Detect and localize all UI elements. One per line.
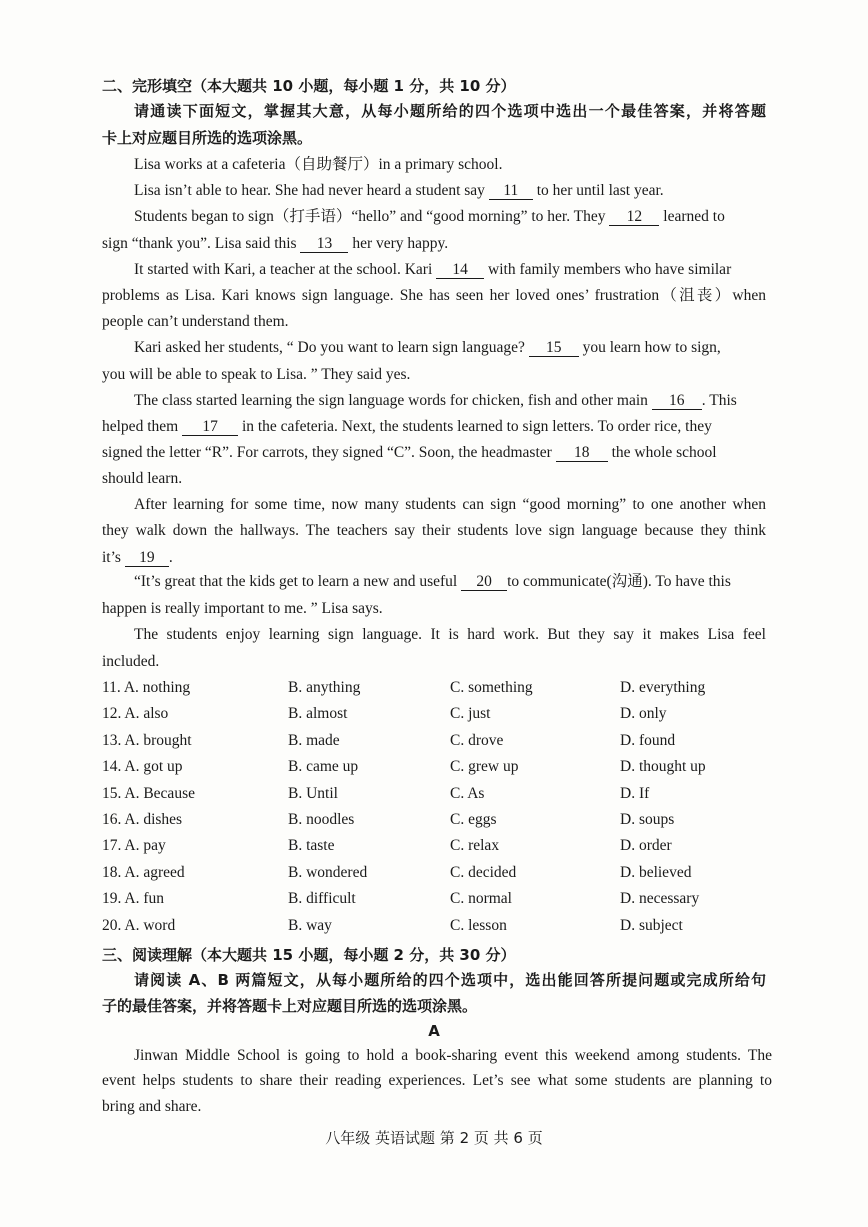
option-c: C. normal <box>450 890 512 907</box>
passage-a-label: A <box>428 1022 440 1040</box>
text-segment: . <box>168 549 173 566</box>
text-segment: learned to <box>663 208 725 225</box>
option-d: D. thought up <box>620 758 706 775</box>
option-a: 16. A. dishes <box>102 811 183 828</box>
passage-line <box>134 391 737 411</box>
blank-13: 13 <box>300 235 348 253</box>
option-a: 14. A. got up <box>102 758 183 775</box>
passage-line: they walk down the hallways. The teachers say their students love sign language because they think <box>102 522 766 539</box>
option-d: D. order <box>620 837 672 854</box>
option-b: B. difficult <box>288 890 356 907</box>
option-c: C. grew up <box>450 758 519 775</box>
passage-line: people can’t understand them. <box>102 313 289 330</box>
option-a: 18. A. agreed <box>102 864 185 881</box>
text-segment: to communicate(沟通). To have this <box>507 573 731 590</box>
passage-line <box>134 207 725 227</box>
option-a: 17. A. pay <box>102 837 166 854</box>
text-segment: . This <box>701 392 737 409</box>
option-c: C. something <box>450 679 533 696</box>
option-b: B. noodles <box>288 811 355 828</box>
text-segment: it’s <box>102 549 121 566</box>
blank-19: 19 <box>125 549 169 567</box>
passage-line <box>134 260 731 280</box>
text-segment: with family members who have similar <box>488 261 732 278</box>
blank-11: 11 <box>489 182 533 200</box>
option-c: C. drove <box>450 732 504 749</box>
text-segment: “It’s great that the kids get to learn a new and useful <box>134 573 458 590</box>
section2-instruction-line1: 请通读下面短文，掌握其大意，从每小题所给的四个选项中选出一个最佳答案，并将答题 <box>134 102 766 120</box>
section3-instruction-line2: 子的最佳答案，并将答题卡上对应题目所选的选项涂黑。 <box>102 997 478 1015</box>
passage-line <box>102 443 717 463</box>
text-segment: Students began to sign（打手语）“hello” and “good morning” to her. They <box>134 208 606 225</box>
text-segment: to her until last year. <box>536 182 664 199</box>
option-b: B. Until <box>288 785 338 802</box>
text-segment: in the cafeteria. Next, the students learned to sign letters. To order rice, they <box>241 418 712 435</box>
option-d: D. necessary <box>620 890 700 907</box>
passage-line: After learning for some time, now many students can sign “good morning” to one another when <box>134 496 766 513</box>
section3-heading: 三、阅读理解（本大题共 15 小题，每小题 2 分，共 30 分） <box>102 946 516 964</box>
option-d: D. soups <box>620 811 675 828</box>
passage-line: included. <box>102 653 160 670</box>
text-segment: The class started learning the sign language words for chicken, fish and other main <box>134 392 648 409</box>
option-b: B. taste <box>288 837 335 854</box>
option-a: 20. A. word <box>102 917 176 934</box>
passage-line: Lisa works at a cafeteria（自助餐厅）in a primary school. <box>134 156 503 173</box>
section2-instruction-line2: 卡上对应题目所选的选项涂黑。 <box>102 129 313 147</box>
option-a: 15. A. Because <box>102 785 195 802</box>
passage-line <box>102 548 173 568</box>
passage-line <box>134 181 664 201</box>
option-a: 13. A. brought <box>102 732 192 749</box>
reading-line: Jinwan Middle School is going to hold a book-sharing event this weekend among students. The <box>134 1047 772 1064</box>
blank-17: 17 <box>182 418 238 436</box>
option-d: D. subject <box>620 917 683 934</box>
section2-heading: 二、完形填空（本大题共 10 小题，每小题 1 分，共 10 分） <box>102 77 516 95</box>
text-segment: signed the letter “R”. For carrots, they signed “C”. Soon, the headmaster <box>102 444 552 461</box>
option-c: C. lesson <box>450 917 507 934</box>
passage-line <box>102 234 448 254</box>
passage-line: The students enjoy learning sign language. It is hard work. But they say it makes Lisa feel <box>134 626 766 643</box>
option-d: D. only <box>620 705 667 722</box>
text-segment: the whole school <box>611 444 717 461</box>
passage-line <box>134 338 721 358</box>
passage-line <box>134 572 731 592</box>
text-segment: It started with Kari, a teacher at the school. Kari <box>134 261 433 278</box>
option-c: C. decided <box>450 864 517 881</box>
blank-18: 18 <box>556 444 608 462</box>
option-b: B. came up <box>288 758 359 775</box>
option-c: C. As <box>450 785 485 802</box>
text-segment: Lisa isn’t able to hear. She had never heard a student say <box>134 182 485 199</box>
passage-line: you will be able to speak to Lisa. ” They said yes. <box>102 366 411 383</box>
reading-line: bring and share. <box>102 1098 202 1115</box>
option-d: D. found <box>620 732 676 749</box>
option-b: B. almost <box>288 705 348 722</box>
passage-line: happen is really important to me. ” Lisa says. <box>102 600 383 617</box>
blank-12: 12 <box>609 208 659 226</box>
passage-line <box>102 417 712 437</box>
option-b: B. anything <box>288 679 361 696</box>
option-a: 11. A. nothing <box>102 679 191 696</box>
blank-16: 16 <box>652 392 702 410</box>
text-segment: Kari asked her students, “ Do you want to learn sign language? <box>134 339 525 356</box>
option-a: 12. A. also <box>102 705 169 722</box>
reading-line: event helps students to share their reading experiences. Let’s see what some students are planning to <box>102 1072 772 1089</box>
option-a: 19. A. fun <box>102 890 164 907</box>
blank-15: 15 <box>529 339 579 357</box>
option-b: B. way <box>288 917 332 934</box>
text-segment: helped them <box>102 418 179 435</box>
option-b: B. wondered <box>288 864 368 881</box>
text-segment: sign “thank you”. Lisa said this <box>102 235 297 252</box>
page-footer: 八年级 英语试题 第 2 页 共 6 页 <box>325 1129 543 1147</box>
option-d: D. everything <box>620 679 706 696</box>
section3-instruction-line1: 请阅读 A、B 两篇短文，从每小题所给的四个选项中，选出能回答所提问题或完成所给句 <box>134 971 766 989</box>
option-c: C. just <box>450 705 491 722</box>
option-c: C. eggs <box>450 811 497 828</box>
option-b: B. made <box>288 732 340 749</box>
passage-line: should learn. <box>102 470 183 487</box>
option-d: D. If <box>620 785 650 802</box>
text-segment: her very happy. <box>352 235 449 252</box>
blank-20: 20 <box>461 573 507 591</box>
passage-line: problems as Lisa. Kari knows sign language. She has seen her loved ones’ frustration（沮丧）when <box>102 287 766 304</box>
blank-14: 14 <box>436 261 484 279</box>
option-c: C. relax <box>450 837 500 854</box>
text-segment: you learn how to sign, <box>582 339 721 356</box>
option-d: D. believed <box>620 864 692 881</box>
